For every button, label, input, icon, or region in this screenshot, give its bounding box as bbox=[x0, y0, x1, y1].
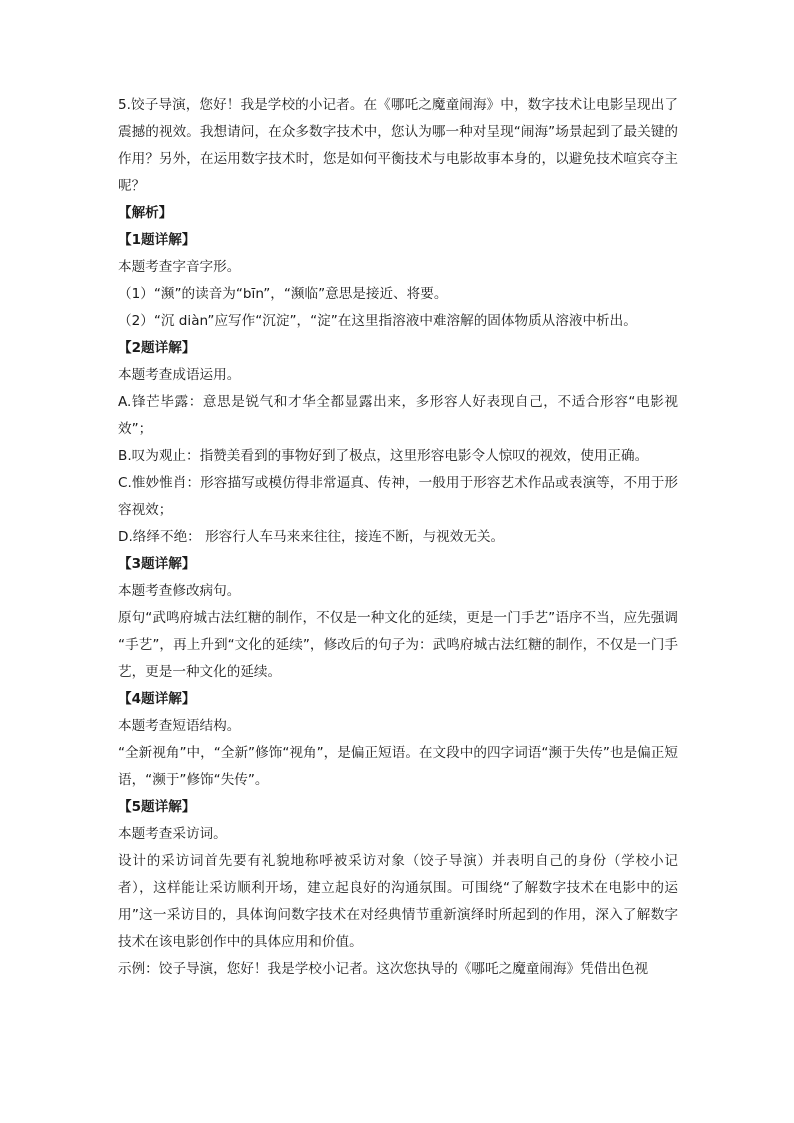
q1-item-2: （2）“沉 diàn”应写作“沉淀”，“淀”在这里指溶液中难溶解的固体物质从溶液中析出。 bbox=[118, 313, 637, 329]
q2-option-b: B.叹为观止：指赞美看到的事物好到了极点，这里形容电影令人惊叹的视效，使用正确。 bbox=[118, 448, 649, 464]
q4-explanation: “全新视角”中，“全新”修饰“视角”，是偏正短语。在文段中的四字词语“濒于失传”也是偏正短语，“濒于”修饰“失传”。 bbox=[118, 745, 678, 788]
q4-heading: 【4题详解】 bbox=[118, 691, 196, 707]
analysis-heading: 【解析】 bbox=[118, 205, 173, 221]
document-body bbox=[118, 92, 678, 983]
q5-explanation: 设计的采访词首先要有礼貌地称呼被采访对象（饺子导演）并表明自己的身份（学校小记者），这样能让采访顺利开场，建立起良好的沟通氛围。可围绕“了解数字技术在电影中的运用”这一采访目的，具体询问数字技术在对经典情节重新演绎时所起到的作用，深入了解数字技术在该电影创作中的具体应用和价值。 bbox=[118, 853, 678, 950]
q1-item-1: （1）“濒”的读音为“bīn”，“濒临”意思是接近、将要。 bbox=[118, 286, 448, 302]
q3-topic: 本题考查修改病句。 bbox=[118, 583, 241, 599]
q1-topic: 本题考查字音字形。 bbox=[118, 259, 241, 275]
q2-topic: 本题考查成语运用。 bbox=[118, 367, 241, 383]
q2-option-c: C.惟妙惟肖：形容描写或模仿得非常逼真、传神，一般用于形容艺术作品或表演等，不用于形容视效； bbox=[118, 475, 678, 518]
q3-explanation: 原句“武鸣府城古法红糖的制作，不仅是一种文化的延续，更是一门手艺”语序不当，应先强调 “手艺”，再上升到“文化的延续”，修改后的句子为：武鸣府城古法红糖的制作，不仅是一门手艺，更是一种文化的延续。 bbox=[118, 610, 678, 680]
q1-heading: 【1题详解】 bbox=[118, 232, 196, 248]
q4-topic: 本题考查短语结构。 bbox=[118, 718, 241, 734]
q5-heading: 【5题详解】 bbox=[118, 799, 196, 815]
question-5-text: 5.饺子导演，您好！我是学校的小记者。在《哪吒之魔童闹海》中，数字技术让电影呈现出了震撼的视效。我想请问，在众多数字技术中，您认为哪一种对呈现“闹海”场景起到了最关键的作用？另外，在运用数字技术时，您是如何平衡技术与电影故事本身的，以避免技术喧宾夺主呢？ bbox=[118, 97, 678, 194]
q3-heading: 【3题详解】 bbox=[118, 556, 196, 572]
q5-example: 示例：饺子导演，您好！我是学校小记者。这次您执导的《哪吒之魔童闹海》凭借出色视 bbox=[118, 961, 649, 977]
q2-option-d: D.络绎不绝： 形容行人车马来来往往，接连不断，与视效无关。 bbox=[118, 529, 505, 545]
q2-option-a: A.锋芒毕露：意思是锐气和才华全都显露出来，多形容人好表现自己，不适合形容“电影视效”； bbox=[118, 394, 678, 437]
q5-topic: 本题考查采访词。 bbox=[118, 826, 227, 842]
q2-heading: 【2题详解】 bbox=[118, 340, 196, 356]
